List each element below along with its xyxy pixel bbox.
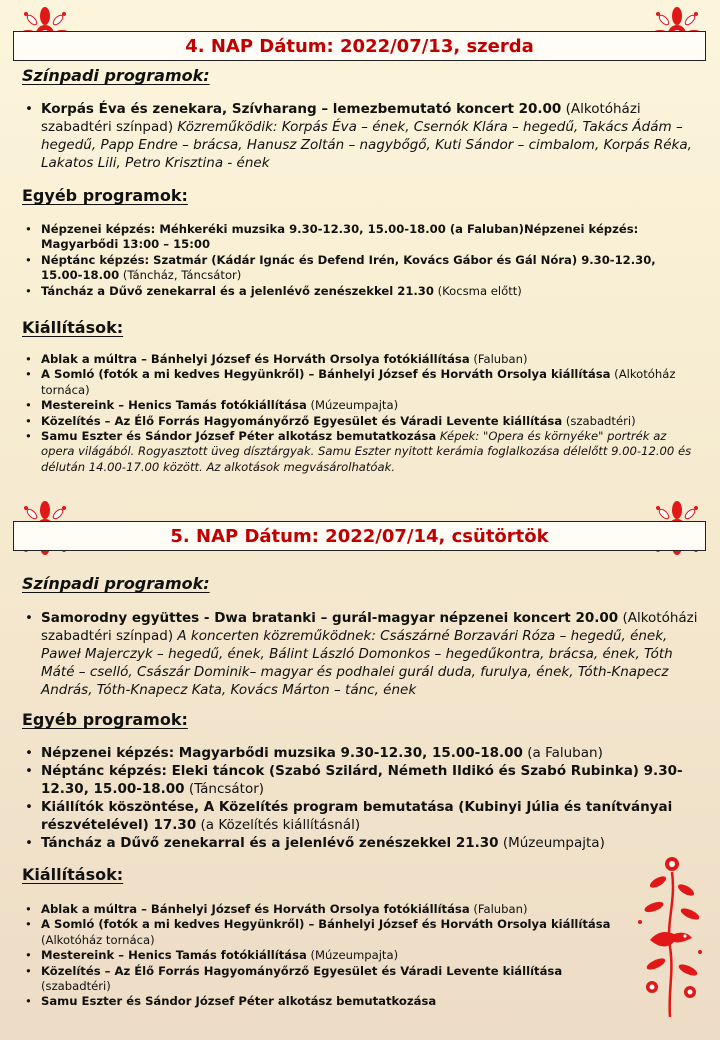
day5-stage-heading: Színpadi programok: — [22, 574, 210, 593]
list-item: • Táncház a Dűvő zenekarral és a jelenlévő zenészekkel 21.30 (Múzeumpajta) — [22, 834, 698, 852]
list-item: • Samorodny együttes - Dwa bratanki – gurál-magyar népzenei koncert 20.00 (Alkotóházi szabadtéri színpad) A koncerten közreműködnek: Császárné Borzavári Róza – hegedű, ének, Paweł Majerczyk – hegedű, ének, Bálint László Domonkos – hegedűkontra, brácsa, ének, Tóth Máté – cselló, Császár Dominik– magyar és podhalei gurál duda, furulya, ének, Tóth-Knapecz András, Tóth-Knapecz Kata, Kovács Márton – tánc, ének — [22, 609, 698, 699]
list-item: • Ablak a múltra – Bánhelyi József és Horváth Orsolya fotókiállítása (Faluban) — [22, 352, 698, 367]
day5-other-list — [22, 744, 698, 852]
day5-exhibitions-heading: Kiállítások: — [22, 865, 124, 884]
day5-other-heading: Egyéb programok: — [22, 710, 188, 729]
list-item: • Korpás Éva és zenekara, Szívharang – lemezbemutató koncert 20.00 (Alkotóházi szabadtéri színpad) Közreműködik: Korpás Éva – ének, Csernók Klára – hegedű, Takács Ádám – hegedű, Papp Endre – brácsa, Hanusz Zoltán – nagybőgő, Kuti Sándor – cimbalom, Korpás Réka, Lakatos Lili, Petro Krisztina - ének — [22, 100, 698, 172]
day4-other-heading: Egyéb programok: — [22, 186, 188, 205]
list-item: • A Somló (fotók a mi kedves Hegyünkről) – Bánhelyi József és Horváth Orsolya kiállítása (Alkotóház tornáca) — [22, 367, 698, 398]
folk-bird-flower-ornament-icon — [630, 852, 710, 1020]
day4-stage-list — [22, 100, 698, 172]
day4-other-list — [22, 222, 698, 299]
day4-exhibitions-heading: Kiállítások: — [22, 318, 124, 337]
list-item: • A Somló (fotók a mi kedves Hegyünkről) – Bánhelyi József és Horváth Orsolya kiállítása (Alkotóház tornáca) — [22, 917, 632, 948]
day5-exhibitions-list — [22, 902, 632, 1010]
list-item: • Táncház a Dűvő zenekarral és a jelenlévő zenészekkel 21.30 (Kocsma előtt) — [22, 284, 698, 299]
day4-title: 4. NAP Dátum: 2022/07/13, szerda — [13, 31, 706, 61]
list-item: • Közelítés – Az Élő Forrás Hagyományőrző Egyesület és Váradi Levente kiállítása (szabadtéri) — [22, 414, 698, 429]
day4-exhibitions-list — [22, 352, 698, 475]
list-item: • Samu Eszter és Sándor József Péter alkotász bemutatkozása Képek: "Opera és környéke" portrék az opera világából. Rogyasztott üveg dísztárgyak. Samu Eszter nyitott kerámia foglalkozása délelőtt 9.00-12.00 és délután 14.00-17.00 között. Az alkotások megvásárolhatóak. — [22, 429, 698, 475]
day5-title: 5. NAP Dátum: 2022/07/14, csütörtök — [13, 521, 706, 551]
list-item: • Néptánc képzés: Eleki táncok (Szabó Szilárd, Németh Ildikó és Szabó Rubinka) 9.30-12.30, 15.00-18.00 (Táncsátor) — [22, 762, 698, 798]
list-item: • Mestereink – Henics Tamás fotókiállítása (Múzeumpajta) — [22, 948, 632, 963]
list-item: • Közelítés – Az Élő Forrás Hagyományőrző Egyesület és Váradi Levente kiállítása (szabadtéri) — [22, 964, 632, 995]
day4-stage-heading: Színpadi programok: — [22, 66, 210, 85]
day5-stage-list — [22, 609, 698, 699]
list-item: • Samu Eszter és Sándor József Péter alkotász bemutatkozása — [22, 994, 632, 1009]
list-item: • Kiállítók köszöntése, A Közelítés program bemutatása (Kubinyi Júlia és tanítványai részvételével) 17.30 (a Közelítés kiállításnál) — [22, 798, 698, 834]
list-item: • Népzenei képzés: Méhkeréki muzsika 9.30-12.30, 15.00-18.00 (a Faluban)Népzenei képzés: Magyarbődi 13:00 – 15:00 — [22, 222, 698, 253]
list-item: • Mestereink – Henics Tamás fotókiállítása (Múzeumpajta) — [22, 398, 698, 413]
list-item: • Néptánc képzés: Szatmár (Kádár Ignác és Defend Irén, Kovács Gábor és Gál Nóra) 9.30-12.30, 15.00-18.00 (Táncház, Táncsátor) — [22, 253, 698, 284]
list-item: • Ablak a múltra – Bánhelyi József és Horváth Orsolya fotókiállítása (Faluban) — [22, 902, 632, 917]
list-item: • Népzenei képzés: Magyarbődi muzsika 9.30-12.30, 15.00-18.00 (a Faluban) — [22, 744, 698, 762]
